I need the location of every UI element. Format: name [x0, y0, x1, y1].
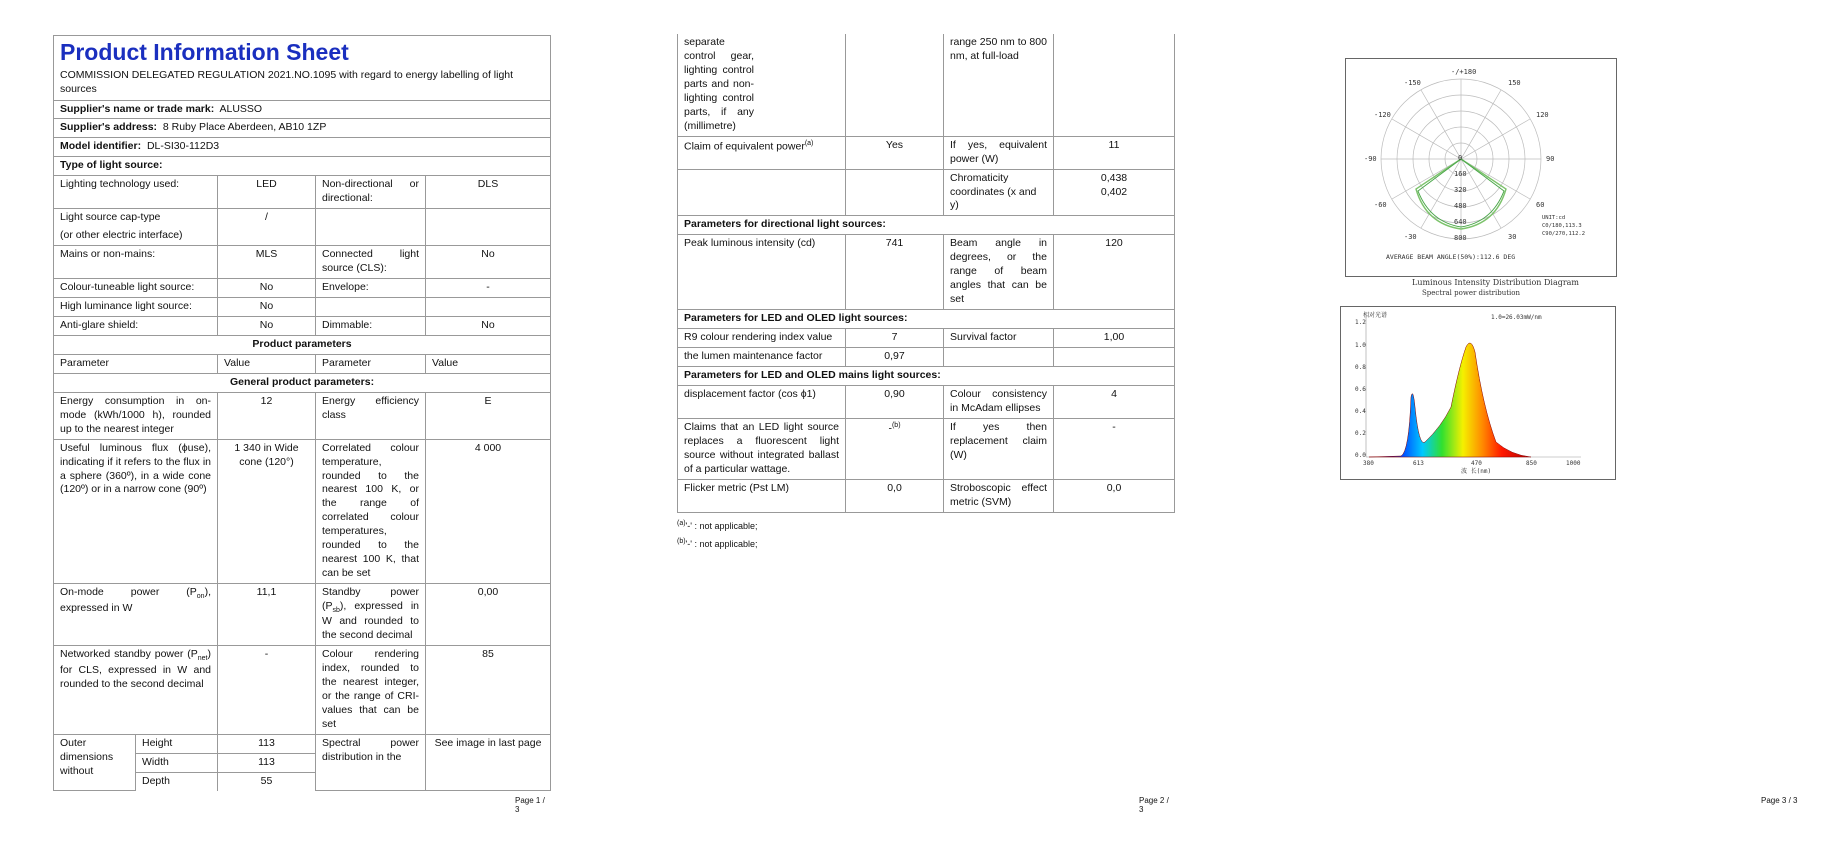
spectral-range-continued: range 250 nm to 800 nm, at full-load [944, 34, 1054, 136]
spectrum-xtick-2: 613 [1413, 460, 1424, 467]
page-number-1: Page 1 / 3 [515, 796, 545, 814]
angle-label-m90: -90 [1364, 155, 1377, 163]
led-replaces-value: - [888, 422, 892, 435]
polar-unit: UNIT:cd [1542, 215, 1566, 221]
high-luminance-label: High luminance light source: [54, 297, 218, 316]
footnote-b-mark: (b) [677, 538, 686, 545]
cap-type-label-b: (or other electric interface) [60, 229, 183, 242]
spectrum-curve [1369, 343, 1531, 457]
supplier-address-label: Supplier's address: [60, 121, 158, 134]
networked-label-sub: net [197, 655, 208, 663]
directional-label: Non-directional or directional: [316, 176, 426, 209]
colour-tuneable-value: No [218, 279, 316, 298]
onmode-label-post: ), expressed in W [60, 586, 211, 614]
spectrum-ytick-4: 0.6 [1355, 386, 1366, 393]
col-header-value: Value [218, 354, 316, 373]
ring-label-800: 800 [1454, 234, 1467, 242]
cap-type-label: Light source cap-type [60, 211, 161, 224]
standby-label-sub: sb [332, 607, 340, 615]
claim-equivalent-value: Yes [846, 136, 944, 169]
luminous-flux-label: Useful luminous flux (ϕuse), indicating if it refers to the flux in a sphere (360º), in a wide cone (120º) or in a narrow cone (90º) [54, 439, 218, 584]
beam-angle-label: Beam angle in degrees, or the range of beam angles that can be set [944, 235, 1054, 310]
page-number-2: Page 2 / 3 [1139, 796, 1169, 814]
cct-value: 4 000 [426, 439, 551, 584]
networked-value: - [218, 646, 316, 735]
peak-intensity-value: 741 [846, 235, 944, 310]
directional-heading: Parameters for directional light sources: [678, 216, 1175, 235]
footnote-a-mark: (a) [677, 520, 686, 527]
mains-led-heading: Parameters for LED and OLED mains light sources: [678, 367, 1175, 386]
angle-label-180: -/+180 [1451, 68, 1477, 76]
footnote-b-text: '-' : not applicable; [685, 539, 758, 549]
regulation-text: COMMISSION DELEGATED REGULATION 2021.NO.1095 with regard to energy labelling of light sources [60, 68, 514, 95]
spectrum-note: 1.0=26.03mW/nm [1491, 314, 1542, 321]
r9-label: R9 colour rendering index value [678, 329, 846, 348]
spectral-distribution-value: See image in last page [426, 735, 551, 791]
standby-label-pre: Standby power (P [322, 586, 419, 613]
replacement-claim-label: If yes then replacement claim (W) [944, 418, 1054, 479]
onmode-label-pre: On-mode power (P [60, 586, 197, 599]
networked-label-post: ) for CLS, expressed in W and rounded to the second decimal [60, 648, 211, 690]
claim-equivalent-sup: (a) [804, 139, 814, 147]
spectrum-xtick-3: 470 [1471, 460, 1482, 467]
led-replaces-sup: (b) [891, 421, 901, 429]
width-value: 113 [218, 754, 316, 773]
col-header-parameter-2: Parameter [316, 354, 426, 373]
cct-label: Correlated colour temperature, rounded to the nearest 100 K, or the range of correlated colour temperatures, rounded to the nearest 100 K, that can be set [316, 439, 426, 584]
ring-label-480: 480 [1454, 202, 1467, 210]
envelope-label: Envelope: [316, 279, 426, 298]
cls-value: No [426, 246, 551, 279]
supplier-address: 8 Ruby Place Aberdeen, AB10 1ZP [162, 121, 327, 134]
dimmable-value: No [426, 316, 551, 335]
displacement-factor-label: displacement factor (cos ϕ1) [678, 385, 846, 418]
page-3 [1300, 0, 1827, 842]
energy-class-label: Energy efficiency class [316, 392, 426, 439]
mains-label: Mains or non-mains: [54, 246, 218, 279]
supplier-name: ALUSSO [219, 102, 263, 115]
standby-value: 0,00 [426, 584, 551, 646]
onmode-value: 11,1 [218, 584, 316, 646]
angle-label-m60: -60 [1374, 201, 1387, 209]
spectrum-xtick-5: 1000 [1566, 460, 1581, 467]
displacement-factor-value: 0,90 [846, 385, 944, 418]
depth-value: 55 [218, 773, 316, 791]
spectrum-svg [1341, 307, 1615, 479]
ring-label-320: 320 [1454, 186, 1467, 194]
angle-label-120: 120 [1536, 111, 1549, 119]
envelope-value: - [426, 279, 551, 298]
general-params-heading: General product parameters: [54, 373, 551, 392]
colour-consistency-value: 4 [1054, 385, 1175, 418]
angle-label-m150: -150 [1404, 79, 1421, 87]
beam-angle-value: 120 [1054, 235, 1175, 310]
product-params-heading: Product parameters [54, 335, 551, 354]
chromaticity-x: 0,438 [1100, 171, 1128, 184]
energy-consumption-label: Energy consumption in on-mode (kWh/1000 h), rounded up to the nearest integer [54, 392, 218, 439]
col-header-value-2: Value [426, 354, 551, 373]
cri-label: Colour rendering index, rounded to the nearest integer, or the range of CRI-values that can be set [316, 646, 426, 735]
spectral-distribution-label: Spectral power distribution in the [316, 735, 426, 791]
claim-equivalent-label: Claim of equivalent power [684, 140, 805, 153]
polar-legend-c0: C0/180,113.3 [1542, 223, 1582, 229]
footnote-a [677, 520, 758, 531]
height-label: Height [136, 735, 218, 754]
ring-label-640: 640 [1454, 218, 1467, 226]
height-value: 113 [218, 735, 316, 754]
spectrum-ytick-5: 0.4 [1355, 408, 1366, 415]
spectrum-xtick-4: 850 [1526, 460, 1537, 467]
onmode-label-sub: on [196, 593, 205, 601]
high-luminance-value: No [218, 297, 316, 316]
spectrum-ytick-2: 1.0 [1355, 342, 1366, 349]
product-info-table-page-2 [677, 34, 1175, 513]
dimensions-continued-label: separate control gear, lighting control parts and non-lighting control parts, if any (millimetre) [684, 36, 754, 132]
footnote-b [677, 538, 758, 549]
page-number-3: Page 3 / 3 [1761, 796, 1798, 805]
equivalent-power-label: If yes, equivalent power (W) [944, 136, 1054, 169]
cls-label: Connected light source (CLS): [316, 246, 426, 279]
footnote-a-text: '-' : not applicable; [685, 521, 758, 531]
lighting-tech-label: Lighting technology used: [54, 176, 218, 209]
anti-glare-label: Anti-glare shield: [54, 316, 218, 335]
spectral-caption: Spectral power distribution [1422, 289, 1521, 297]
page-2 [677, 0, 1174, 842]
page-1 [53, 0, 550, 842]
replacement-claim-value: - [1054, 418, 1175, 479]
dimmable-label: Dimmable: [316, 316, 426, 335]
led-heading: Parameters for LED and OLED light sources: [678, 310, 1175, 329]
spectrum-ylabel: 相对光谱 [1363, 312, 1388, 319]
survival-factor-label: Survival factor [944, 329, 1054, 348]
colour-consistency-label: Colour consistency in McAdam ellipses [944, 385, 1054, 418]
directional-value: DLS [426, 176, 551, 209]
networked-label-pre: Networked standby power (P [60, 648, 198, 661]
ring-label-0: 0 [1458, 154, 1463, 162]
model-label: Model identifier: [60, 140, 142, 153]
outer-dimensions-label: Outer dimensions without [54, 735, 136, 791]
anti-glare-value: No [218, 316, 316, 335]
stroboscopic-value: 0,0 [1054, 479, 1175, 512]
chromaticity-y: 0,402 [1100, 185, 1128, 198]
page-title: Product Information Sheet [60, 39, 349, 65]
chromaticity-label: Chromaticity coordinates (x and y) [944, 169, 1054, 216]
ring-label-160: 160 [1454, 170, 1467, 178]
colour-tuneable-label: Colour-tuneable light source: [54, 279, 218, 298]
spectrum-xtick-1: 380 [1363, 460, 1374, 467]
angle-label-150: 150 [1508, 79, 1521, 87]
cri-value: 85 [426, 646, 551, 735]
cap-type-value: / [218, 209, 316, 246]
equivalent-power-value: 11 [1054, 136, 1175, 169]
angle-label-60: 60 [1536, 201, 1545, 209]
flicker-value: 0,0 [846, 479, 944, 512]
col-header-parameter: Parameter [54, 354, 218, 373]
depth-label: Depth [136, 773, 218, 791]
angle-label-30: 30 [1508, 233, 1517, 241]
model-identifier: DL-SI30-112D3 [146, 140, 220, 153]
angle-label-m30: -30 [1404, 233, 1417, 241]
lumen-maintenance-label: the lumen maintenance factor [678, 348, 846, 367]
spectrum-image [1340, 306, 1616, 480]
polar-caption: Luminous Intensity Distribution Diagram [1412, 278, 1580, 287]
spectrum-ytick-7: 0.0 [1355, 452, 1366, 459]
polar-beam-angle: AVERAGE BEAM ANGLE(50%):112.6 DEG [1386, 253, 1516, 261]
polar-diagram-image [1345, 58, 1617, 277]
energy-class-value: E [426, 392, 551, 439]
polar-diagram-svg [1346, 59, 1616, 276]
angle-label-m120: -120 [1374, 111, 1391, 119]
mains-value: MLS [218, 246, 316, 279]
width-label: Width [136, 754, 218, 773]
spectrum-ytick-6: 0.2 [1355, 430, 1366, 437]
lumen-maintenance-value: 0,97 [846, 348, 944, 367]
stroboscopic-label: Stroboscopic effect metric (SVM) [944, 479, 1054, 512]
supplier-name-label: Supplier's name or trade mark: [60, 102, 215, 115]
product-info-table-page-1 [53, 35, 551, 791]
flicker-label: Flicker metric (Pst LM) [678, 479, 846, 512]
polar-legend-c90: C90/270,112.2 [1542, 231, 1586, 237]
energy-consumption-value: 12 [218, 392, 316, 439]
standby-label-post: ), expressed in W and rounded to the second decimal [322, 600, 419, 642]
r9-value: 7 [846, 329, 944, 348]
type-of-light-source-label: Type of light source: [54, 157, 551, 176]
peak-intensity-label: Peak luminous intensity (cd) [678, 235, 846, 310]
lighting-tech-value: LED [218, 176, 316, 209]
survival-factor-value: 1,00 [1054, 329, 1175, 348]
luminous-flux-value: 1 340 in Wide cone (120°) [218, 439, 316, 584]
spectrum-xlabel: 波 长(nm) [1461, 468, 1492, 475]
spectrum-ytick-1: 1.2 [1355, 319, 1366, 326]
spectrum-ytick-3: 0.8 [1355, 364, 1366, 371]
led-replaces-fluorescent-label: Claims that an LED light source replaces a fluorescent light source without integrated ballast of a particular wattage. [678, 418, 846, 479]
angle-label-90: 90 [1546, 155, 1555, 163]
